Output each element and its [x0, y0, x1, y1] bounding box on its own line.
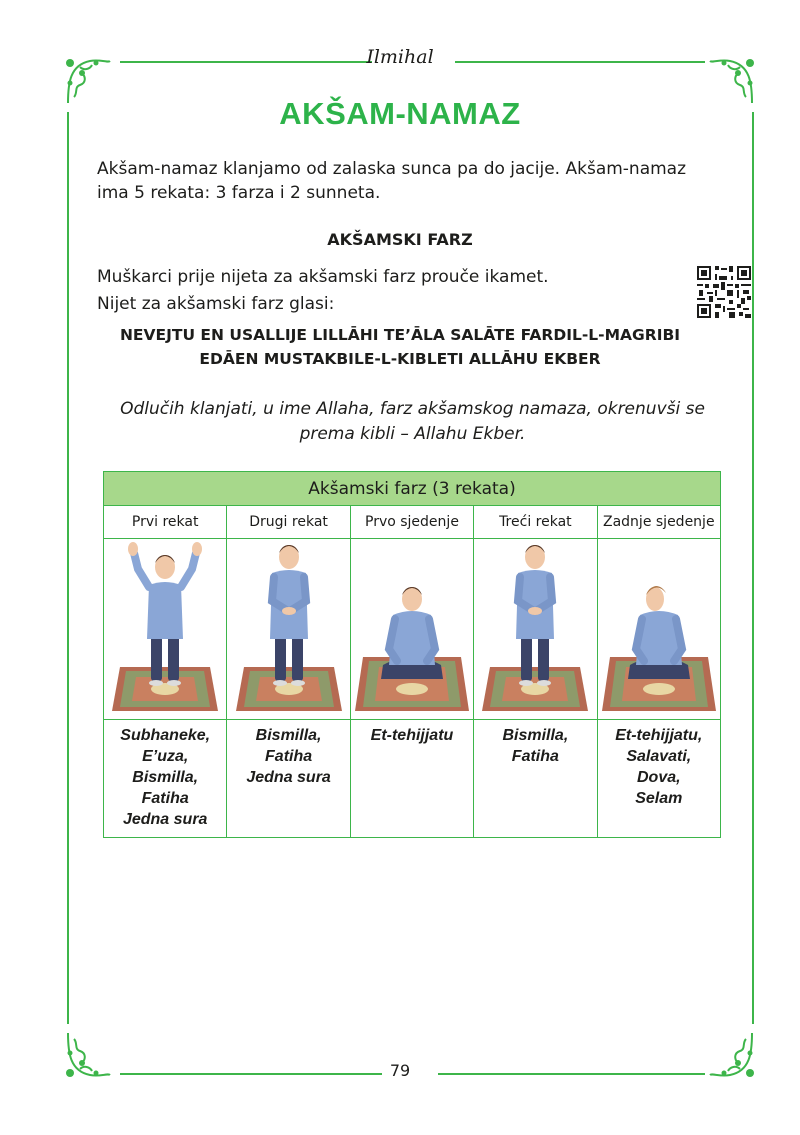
pose-cell: [474, 539, 597, 720]
niyyah-translation: [100, 397, 725, 447]
niyyah-line-2: EDĀEN MUSTAKBILE-L-KIBLETI ALLĀHU EKBER: [199, 350, 601, 368]
recitation-line: Dova,: [636, 769, 681, 786]
recitation-line: Et-tehijjatu,: [615, 727, 703, 744]
column-header: Drugi rekat: [227, 506, 350, 539]
intro-paragraph: Akšam-namaz klanjamo od zalaska sunca pa do jacije. Akšam-namaz ima 5 rekata: 3 farza i 2 sunneta.: [97, 159, 687, 203]
recitation-line: Bismilla,: [255, 727, 322, 744]
niyyah-text: [90, 323, 710, 371]
section-heading: AKŠAMSKI FARZ: [327, 230, 473, 249]
recitation-line: Salavati,: [626, 748, 692, 765]
rakat-table: [103, 471, 721, 838]
sitting-illustration: [353, 539, 471, 715]
niyyah-intro: Nijet za akšamski farz glasi:: [97, 294, 335, 314]
recitation-line: Bismilla,: [132, 769, 199, 786]
recitation-line: Selam: [635, 790, 683, 807]
recitation-line: Subhaneke,: [120, 727, 211, 744]
page-number: 79: [389, 1061, 411, 1080]
translation-line-1: Odlučih klanjati, u ime Allaha, farz akšamskog namaza, okrenuvši se: [120, 399, 705, 419]
qr-code-icon[interactable]: [697, 266, 751, 318]
pose-cell: [597, 539, 720, 720]
running-header: Ilmihal: [366, 46, 434, 68]
column-header: Treći rekat: [474, 506, 597, 539]
pose-cell: [350, 539, 473, 720]
translation-line-2: prema kibli – Allahu Ekber.: [299, 424, 526, 444]
standing-qiyam-illustration: [230, 539, 348, 715]
pose-cell: [104, 539, 227, 720]
recitation-line: Fatiha: [141, 790, 189, 807]
standing-qiyam-illustration: [476, 539, 594, 715]
niyyah-line-1: NEVEJTU EN USALLIJE LILLĀHI TE’ĀLA SALĀTE FARDIL-L-MAGRIBI: [119, 326, 681, 344]
standing-takbir-illustration: [106, 539, 224, 715]
recitation-line: Fatiha: [265, 748, 313, 765]
recitation-cell: [597, 720, 720, 838]
recitation-cell: [104, 720, 227, 838]
column-header: Prvo sjedenje: [350, 506, 473, 539]
ikamet-note: Muškarci prije nijeta za akšamski farz prouče ikamet.: [97, 267, 549, 287]
recitation-line: Jedna sura: [246, 769, 331, 786]
pose-cell: [227, 539, 350, 720]
recitation-cell: [350, 720, 473, 838]
recitation-line: Fatiha: [511, 748, 559, 765]
column-header: Prvi rekat: [104, 506, 227, 539]
recitation-cell: [474, 720, 597, 838]
recitation-line: Jedna sura: [122, 811, 208, 828]
recitation-line: Et-tehijjatu: [370, 727, 454, 744]
page-title: AKŠAM-NAMAZ: [279, 96, 521, 131]
sitting-selam-illustration: [600, 539, 718, 715]
recitation-cell: [227, 720, 350, 838]
recitation-line: Bismilla,: [502, 727, 569, 744]
recitation-line: E’uza,: [142, 748, 189, 765]
table-caption: Akšamski farz (3 rekata): [104, 472, 721, 506]
column-header: Zadnje sjedenje: [597, 506, 720, 539]
